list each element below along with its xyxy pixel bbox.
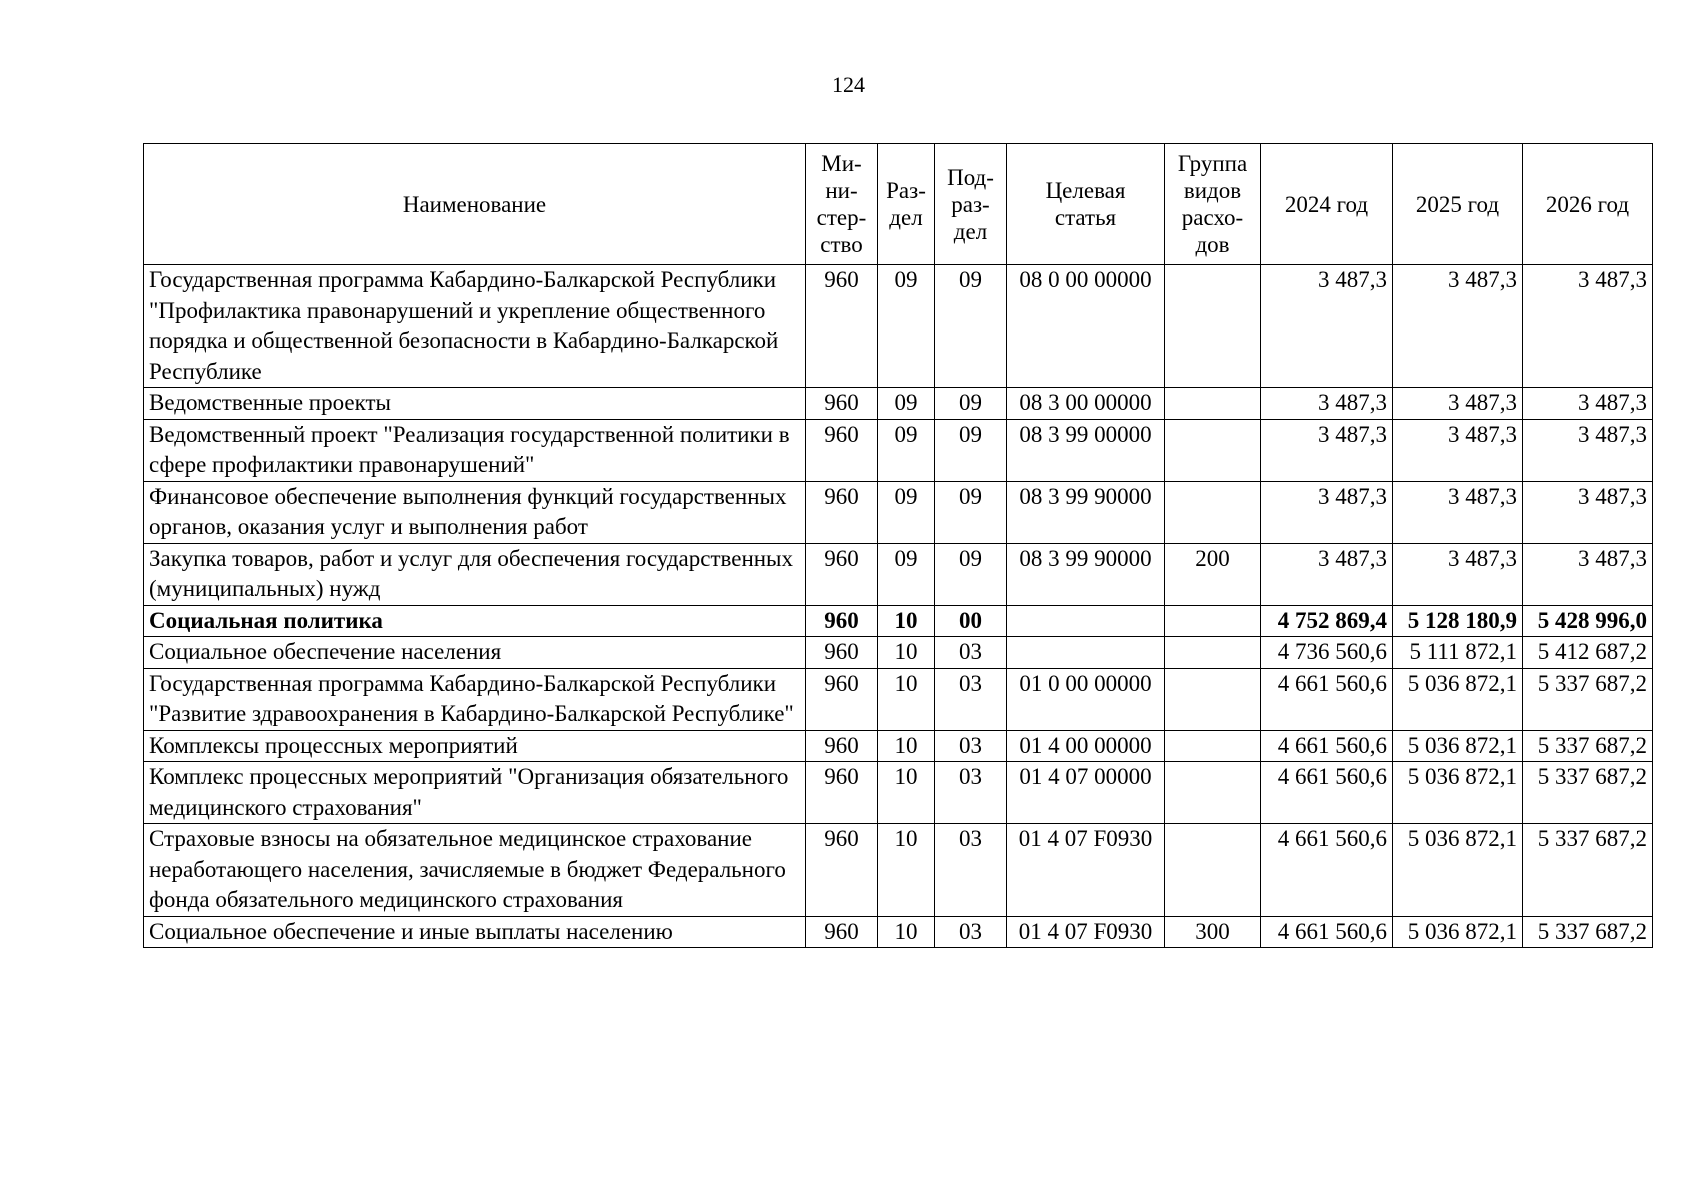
cell-subsection: 00 bbox=[935, 605, 1007, 637]
cell-expense-group bbox=[1165, 419, 1261, 481]
cell-ministry: 960 bbox=[806, 762, 878, 824]
cell-subsection: 03 bbox=[935, 762, 1007, 824]
cell-ministry: 960 bbox=[806, 605, 878, 637]
cell-target-article: 08 3 99 00000 bbox=[1007, 419, 1165, 481]
cell-name: Комплексы процессных мероприятий bbox=[144, 730, 806, 762]
header-name: Наименование bbox=[144, 144, 806, 265]
cell-2024: 3 487,3 bbox=[1261, 481, 1393, 543]
cell-2024: 4 661 560,6 bbox=[1261, 824, 1393, 917]
cell-2025: 5 036 872,1 bbox=[1393, 916, 1523, 948]
cell-expense-group: 200 bbox=[1165, 543, 1261, 605]
header-2024: 2024 год bbox=[1261, 144, 1393, 265]
header-ministry: Ми- ни- стер- ство bbox=[806, 144, 878, 265]
cell-section: 10 bbox=[878, 668, 935, 730]
cell-subsection: 03 bbox=[935, 730, 1007, 762]
cell-target-article: 08 3 99 90000 bbox=[1007, 543, 1165, 605]
cell-2026: 5 428 996,0 bbox=[1523, 605, 1653, 637]
cell-target-article: 01 4 07 00000 bbox=[1007, 762, 1165, 824]
budget-table bbox=[143, 143, 1653, 948]
cell-name: Государственная программа Кабардино-Балкарской Республики "Развитие здравоохранения в Кабардино-Балкарской Республике" bbox=[144, 668, 806, 730]
cell-target-article: 01 4 07 F0930 bbox=[1007, 824, 1165, 917]
cell-name: Ведомственные проекты bbox=[144, 388, 806, 420]
cell-target-article: 01 4 07 F0930 bbox=[1007, 916, 1165, 948]
cell-ministry: 960 bbox=[806, 481, 878, 543]
table-row bbox=[144, 543, 1653, 605]
cell-ministry: 960 bbox=[806, 419, 878, 481]
cell-expense-group bbox=[1165, 265, 1261, 388]
cell-2025: 3 487,3 bbox=[1393, 265, 1523, 388]
cell-expense-group bbox=[1165, 605, 1261, 637]
cell-section: 10 bbox=[878, 637, 935, 669]
cell-name: Ведомственный проект "Реализация государственной политики в сфере профилактики правонарушений" bbox=[144, 419, 806, 481]
cell-expense-group bbox=[1165, 668, 1261, 730]
cell-2026: 3 487,3 bbox=[1523, 265, 1653, 388]
table-row bbox=[144, 419, 1653, 481]
cell-section: 09 bbox=[878, 481, 935, 543]
cell-expense-group bbox=[1165, 388, 1261, 420]
cell-2024: 3 487,3 bbox=[1261, 419, 1393, 481]
cell-section: 09 bbox=[878, 543, 935, 605]
cell-2026: 3 487,3 bbox=[1523, 419, 1653, 481]
cell-2025: 5 111 872,1 bbox=[1393, 637, 1523, 669]
cell-section: 09 bbox=[878, 419, 935, 481]
cell-2026: 5 337 687,2 bbox=[1523, 730, 1653, 762]
cell-target-article: 08 3 99 90000 bbox=[1007, 481, 1165, 543]
cell-2025: 5 036 872,1 bbox=[1393, 824, 1523, 917]
cell-2024: 3 487,3 bbox=[1261, 265, 1393, 388]
header-2025: 2025 год bbox=[1393, 144, 1523, 265]
header-section: Раз- дел bbox=[878, 144, 935, 265]
cell-section: 10 bbox=[878, 824, 935, 917]
cell-target-article bbox=[1007, 605, 1165, 637]
cell-target-article bbox=[1007, 637, 1165, 669]
cell-2025: 5 128 180,9 bbox=[1393, 605, 1523, 637]
cell-name: Страховые взносы на обязательное медицинское страхование неработающего населения, зачисляемые в бюджет Федерального фонда обязательного медицинского страхования bbox=[144, 824, 806, 917]
table-header-row bbox=[144, 144, 1653, 265]
table-row bbox=[144, 824, 1653, 917]
cell-target-article: 01 4 00 00000 bbox=[1007, 730, 1165, 762]
cell-section: 09 bbox=[878, 265, 935, 388]
cell-section: 10 bbox=[878, 605, 935, 637]
cell-ministry: 960 bbox=[806, 543, 878, 605]
cell-2024: 3 487,3 bbox=[1261, 543, 1393, 605]
cell-section: 10 bbox=[878, 730, 935, 762]
table-row bbox=[144, 916, 1653, 948]
cell-ministry: 960 bbox=[806, 730, 878, 762]
cell-target-article: 08 0 00 00000 bbox=[1007, 265, 1165, 388]
cell-name: Финансовое обеспечение выполнения функций государственных органов, оказания услуг и выполнения работ bbox=[144, 481, 806, 543]
cell-ministry: 960 bbox=[806, 824, 878, 917]
cell-expense-group: 300 bbox=[1165, 916, 1261, 948]
header-expense-group: Группа видов расхо- дов bbox=[1165, 144, 1261, 265]
cell-target-article: 01 0 00 00000 bbox=[1007, 668, 1165, 730]
cell-2025: 5 036 872,1 bbox=[1393, 730, 1523, 762]
cell-subsection: 03 bbox=[935, 916, 1007, 948]
cell-target-article: 08 3 00 00000 bbox=[1007, 388, 1165, 420]
page-number: 124 bbox=[832, 72, 865, 97]
cell-expense-group bbox=[1165, 637, 1261, 669]
cell-2024: 4 661 560,6 bbox=[1261, 916, 1393, 948]
cell-2026: 3 487,3 bbox=[1523, 388, 1653, 420]
cell-section: 09 bbox=[878, 388, 935, 420]
cell-2024: 4 752 869,4 bbox=[1261, 605, 1393, 637]
cell-subsection: 09 bbox=[935, 419, 1007, 481]
cell-2026: 5 412 687,2 bbox=[1523, 637, 1653, 669]
cell-2024: 4 661 560,6 bbox=[1261, 668, 1393, 730]
table-row bbox=[144, 637, 1653, 669]
cell-name: Государственная программа Кабардино-Балкарской Республики "Профилактика правонарушений и укрепление общественного порядка и общественной безопасности в Кабардино-Балкарской Республике bbox=[144, 265, 806, 388]
table-body bbox=[144, 265, 1653, 948]
cell-2026: 5 337 687,2 bbox=[1523, 824, 1653, 917]
table-row bbox=[144, 605, 1653, 637]
cell-2024: 4 661 560,6 bbox=[1261, 762, 1393, 824]
cell-name: Социальная политика bbox=[144, 605, 806, 637]
cell-2026: 3 487,3 bbox=[1523, 481, 1653, 543]
cell-2026: 5 337 687,2 bbox=[1523, 762, 1653, 824]
cell-2025: 3 487,3 bbox=[1393, 388, 1523, 420]
cell-2024: 4 736 560,6 bbox=[1261, 637, 1393, 669]
cell-ministry: 960 bbox=[806, 265, 878, 388]
cell-subsection: 03 bbox=[935, 637, 1007, 669]
cell-subsection: 09 bbox=[935, 543, 1007, 605]
cell-subsection: 09 bbox=[935, 388, 1007, 420]
cell-name: Социальное обеспечение населения bbox=[144, 637, 806, 669]
cell-2025: 3 487,3 bbox=[1393, 543, 1523, 605]
cell-subsection: 09 bbox=[935, 481, 1007, 543]
cell-ministry: 960 bbox=[806, 637, 878, 669]
cell-expense-group bbox=[1165, 824, 1261, 917]
cell-section: 10 bbox=[878, 916, 935, 948]
cell-expense-group bbox=[1165, 730, 1261, 762]
cell-expense-group bbox=[1165, 481, 1261, 543]
cell-ministry: 960 bbox=[806, 916, 878, 948]
cell-2025: 3 487,3 bbox=[1393, 419, 1523, 481]
cell-name: Закупка товаров, работ и услуг для обеспечения государственных (муниципальных) нужд bbox=[144, 543, 806, 605]
cell-subsection: 03 bbox=[935, 824, 1007, 917]
table-row bbox=[144, 265, 1653, 388]
cell-2024: 4 661 560,6 bbox=[1261, 730, 1393, 762]
cell-subsection: 09 bbox=[935, 265, 1007, 388]
header-2026: 2026 год bbox=[1523, 144, 1653, 265]
cell-2025: 5 036 872,1 bbox=[1393, 668, 1523, 730]
cell-name: Комплекс процессных мероприятий "Организация обязательного медицинского страхования" bbox=[144, 762, 806, 824]
table-row bbox=[144, 481, 1653, 543]
cell-2024: 3 487,3 bbox=[1261, 388, 1393, 420]
table-row bbox=[144, 388, 1653, 420]
cell-2025: 5 036 872,1 bbox=[1393, 762, 1523, 824]
cell-2026: 3 487,3 bbox=[1523, 543, 1653, 605]
table-row bbox=[144, 668, 1653, 730]
cell-2025: 3 487,3 bbox=[1393, 481, 1523, 543]
cell-subsection: 03 bbox=[935, 668, 1007, 730]
table-row bbox=[144, 730, 1653, 762]
header-subsection: Под- раз- дел bbox=[935, 144, 1007, 265]
cell-ministry: 960 bbox=[806, 668, 878, 730]
cell-ministry: 960 bbox=[806, 388, 878, 420]
cell-section: 10 bbox=[878, 762, 935, 824]
cell-name: Социальное обеспечение и иные выплаты населению bbox=[144, 916, 806, 948]
cell-2026: 5 337 687,2 bbox=[1523, 668, 1653, 730]
cell-2026: 5 337 687,2 bbox=[1523, 916, 1653, 948]
header-target-article: Целевая статья bbox=[1007, 144, 1165, 265]
table-row bbox=[144, 762, 1653, 824]
cell-expense-group bbox=[1165, 762, 1261, 824]
